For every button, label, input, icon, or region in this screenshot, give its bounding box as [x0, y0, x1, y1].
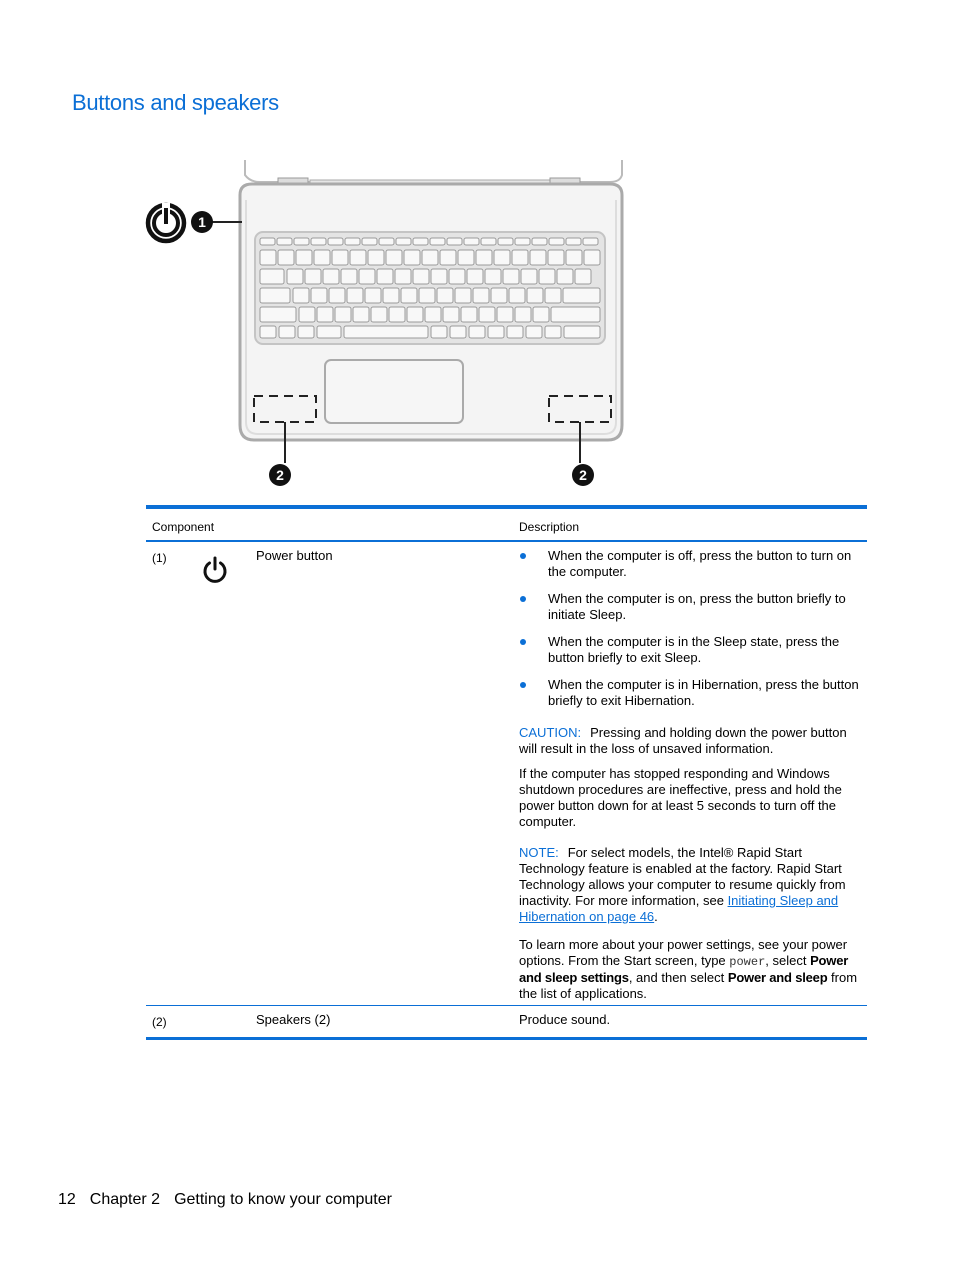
list-item: When the computer is off, press the button to turn on the computer. — [519, 548, 859, 580]
keyboard-key — [494, 250, 510, 265]
keyboard-key — [314, 250, 330, 265]
callout-2-left: 2 — [276, 467, 284, 483]
keyboard-key — [353, 307, 369, 322]
keyboard-key — [566, 238, 581, 245]
keyboard-key — [507, 326, 523, 338]
keyboard-key — [488, 326, 504, 338]
sleep-hibernation-link[interactable]: Initiating Sleep and Hibernation on page 46 — [519, 893, 839, 924]
keyboard-key — [449, 269, 465, 284]
keyboard-key — [497, 307, 513, 322]
page-number: 12 — [58, 1191, 76, 1208]
keyboard-key — [532, 238, 547, 245]
keyboard-key — [401, 288, 417, 303]
power-icon — [148, 203, 184, 241]
callout-1: 1 — [198, 214, 206, 230]
keyboard-key — [521, 269, 537, 284]
bullet-icon — [520, 682, 526, 688]
keyboard-key — [299, 307, 315, 322]
keyboard-key — [359, 269, 375, 284]
keyboard-key — [260, 326, 276, 338]
keyboard-key — [287, 269, 303, 284]
keyboard-key — [473, 288, 489, 303]
keyboard-key — [395, 269, 411, 284]
keyboard-key — [461, 307, 477, 322]
page-footer — [58, 1191, 406, 1209]
code-power: power — [729, 955, 766, 969]
keyboard-key — [377, 269, 393, 284]
keyboard-key — [335, 307, 351, 322]
keyboard-key — [293, 288, 309, 303]
bullet-list — [519, 548, 859, 709]
keyboard-key — [362, 238, 377, 245]
keyboard-key — [305, 269, 321, 284]
keyboard-key — [431, 269, 447, 284]
keyboard-key — [491, 288, 507, 303]
keyboard-key — [527, 288, 543, 303]
keyboard-key — [260, 307, 296, 322]
keyboard-key — [332, 250, 348, 265]
keyboard-key — [419, 288, 435, 303]
keyboard-key — [345, 238, 360, 245]
keyboard-key — [323, 269, 339, 284]
stopped-paragraph: If the computer has stopped responding and Windows shutdown procedures are ineffective, press and hold the power button down for at least 5 seconds to turn off the computer. — [519, 766, 842, 829]
keyboard-key — [347, 288, 363, 303]
header-description: Description — [519, 520, 580, 534]
keyboard-key — [512, 250, 528, 265]
component-description — [519, 548, 859, 1011]
keyboard-key — [455, 288, 471, 303]
note-paragraph: NOTE: For select models, the Intel® Rapid Start Technology feature is enabled at the factory. Rapid Start Technology allows your computer to resume quickly from inactivity. For more information, see Initiating Sleep and Hibernation on page 46. — [519, 845, 846, 924]
keyboard-key — [464, 238, 479, 245]
keyboard-key — [447, 238, 462, 245]
keyboard-key — [407, 307, 423, 322]
keyboard-key — [545, 288, 561, 303]
table-header — [146, 509, 867, 542]
laptop-illustration — [140, 150, 640, 495]
keyboard-key — [311, 288, 327, 303]
learn-more-paragraph: To learn more about your power settings, see your power options. From the Start screen, type power, select Power and sleep settings, and then select Power and sleep from the list of applications. — [519, 937, 858, 1001]
keyboard-key — [298, 326, 314, 338]
keyboard-key — [539, 269, 555, 284]
row-number: (2) — [152, 1015, 167, 1029]
keyboard-key — [479, 307, 495, 322]
keyboard-key — [503, 269, 519, 284]
bullet-icon — [520, 596, 526, 602]
keyboard-key — [341, 269, 357, 284]
component-name: Power button — [256, 548, 333, 563]
keyboard-key — [469, 326, 485, 338]
keyboard-key — [365, 288, 381, 303]
keyboard-key — [404, 250, 420, 265]
keyboard-key — [458, 250, 474, 265]
keyboard-key — [443, 307, 459, 322]
component-name: Speakers (2) — [256, 1012, 331, 1027]
keyboard-key — [430, 238, 445, 245]
caution-paragraph: CAUTION: Pressing and holding down the power button will result in the loss of unsaved information. — [519, 725, 847, 756]
keyboard-key — [425, 307, 441, 322]
keyboard-key — [260, 288, 290, 303]
keyboard-key — [548, 250, 564, 265]
keyboard-key — [564, 326, 600, 338]
keyboard-key — [260, 269, 284, 284]
keyboard-key — [530, 250, 546, 265]
chapter-label: Chapter 2 — [89, 1191, 161, 1208]
keyboard-key — [350, 250, 366, 265]
page-title: Buttons and speakers — [72, 90, 279, 115]
chapter-title: Getting to know your computer — [174, 1191, 392, 1208]
keyboard-key — [440, 250, 456, 265]
keyboard-key — [515, 307, 531, 322]
bullet-icon — [520, 553, 526, 559]
keyboard-key — [467, 269, 483, 284]
header-component: Component — [152, 520, 215, 534]
list-item: When the computer is on, press the button briefly to initiate Sleep. — [519, 591, 859, 623]
keyboard-key — [450, 326, 466, 338]
keyboard-key — [413, 269, 429, 284]
keyboard-key — [413, 238, 428, 245]
keyboard-key — [344, 326, 428, 338]
list-item: When the computer is in Hibernation, press the button briefly to exit Hibernation. — [519, 677, 859, 709]
keyboard-key — [396, 238, 411, 245]
table-row — [146, 1006, 867, 1037]
keyboard-key — [296, 250, 312, 265]
keyboard-key — [386, 250, 402, 265]
keyboard-key — [563, 288, 600, 303]
keyboard-key — [260, 250, 276, 265]
keyboard-key — [437, 288, 453, 303]
keyboard-key — [317, 307, 333, 322]
keyboard-key — [557, 269, 573, 284]
keyboard-key — [294, 238, 309, 245]
keyboard-key — [566, 250, 582, 265]
keyboard-key — [279, 326, 295, 338]
keyboard-key — [311, 238, 326, 245]
keyboard-key — [371, 307, 387, 322]
component-table — [146, 505, 867, 1040]
component-description: Produce sound. — [519, 1012, 611, 1027]
table-row — [146, 542, 867, 1006]
keyboard-key — [260, 238, 275, 245]
keyboard-key — [545, 326, 561, 338]
keyboard-key — [498, 238, 513, 245]
keyboard-key — [526, 326, 542, 338]
keyboard-key — [317, 326, 341, 338]
caution-label: CAUTION: — [519, 725, 582, 740]
bullet-icon — [520, 639, 526, 645]
keyboard-key — [476, 250, 492, 265]
power-icon — [202, 556, 228, 584]
keyboard-key — [368, 250, 384, 265]
list-item: When the computer is in the Sleep state, press the button briefly to exit Sleep. — [519, 634, 859, 666]
keyboard-key — [515, 238, 530, 245]
keyboard-key — [277, 238, 292, 245]
note-label: NOTE: — [519, 845, 559, 860]
keyboard-key — [549, 238, 564, 245]
keyboard-key — [379, 238, 394, 245]
keyboard-key — [533, 307, 549, 322]
keyboard-key — [278, 250, 294, 265]
keyboard-key — [551, 307, 600, 322]
keyboard-key — [583, 238, 598, 245]
callout-2-right: 2 — [579, 467, 587, 483]
keyboard-key — [422, 250, 438, 265]
keyboard-key — [509, 288, 525, 303]
keyboard-key — [389, 307, 405, 322]
keyboard-key — [575, 269, 591, 284]
keyboard-key — [329, 288, 345, 303]
keyboard-key — [383, 288, 399, 303]
keyboard-key — [485, 269, 501, 284]
keyboard-key — [584, 250, 600, 265]
keyboard-key — [431, 326, 447, 338]
row-number: (1) — [152, 551, 167, 565]
keyboard-key — [328, 238, 343, 245]
keyboard-key — [481, 238, 496, 245]
